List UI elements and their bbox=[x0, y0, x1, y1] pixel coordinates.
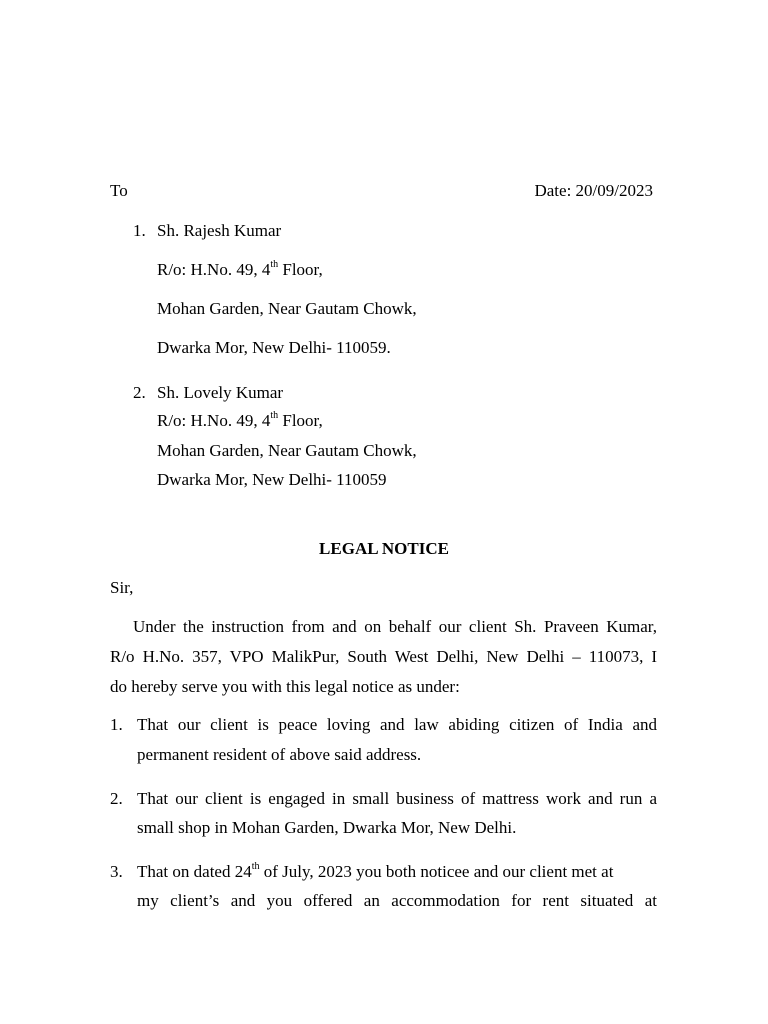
point-number: 3. bbox=[110, 862, 123, 881]
point-text-line: That our client is engaged in small business of mattress work and run a bbox=[137, 789, 657, 808]
intro-line: R/o H.No. 357, VPO MalikPur, South West Delhi, New Delhi – 110073, I bbox=[110, 647, 657, 666]
point-text-line: permanent resident of above said address. bbox=[137, 745, 422, 764]
recipient-address-line: Dwarka Mor, New Delhi- 110059. bbox=[157, 338, 391, 357]
intro-line: do hereby serve you with this legal notice as under: bbox=[110, 677, 460, 696]
point-number: 2. bbox=[110, 789, 123, 808]
recipient-address-line: R/o: H.No. 49, 4th Floor, bbox=[157, 410, 323, 430]
point-text-line: That on dated 24th of July, 2023 you both noticee and our client met at bbox=[137, 861, 614, 881]
recipient-number: 1. bbox=[133, 221, 146, 240]
point-number: 1. bbox=[110, 715, 123, 734]
recipient-number: 2. bbox=[133, 383, 146, 402]
point-text-line: That our client is peace loving and law abiding citizen of India and bbox=[137, 715, 657, 734]
recipient-address-line: Mohan Garden, Near Gautam Chowk, bbox=[157, 299, 417, 318]
notice-date: Date: 20/09/2023 bbox=[534, 181, 653, 200]
point-text-line: small shop in Mohan Garden, Dwarka Mor, New Delhi. bbox=[137, 818, 517, 837]
recipient-address-line: Mohan Garden, Near Gautam Chowk, bbox=[157, 441, 417, 460]
recipient-address-line: R/o: H.No. 49, 4th Floor, bbox=[157, 259, 323, 279]
recipient-name: Sh. Lovely Kumar bbox=[157, 383, 284, 402]
to-label: To bbox=[110, 181, 128, 200]
intro-line: Under the instruction from and on behalf our client Sh. Praveen Kumar, bbox=[133, 617, 657, 636]
notice-title: LEGAL NOTICE bbox=[319, 539, 449, 558]
point-text-line: my client’s and you offered an accommodation for rent situated at bbox=[137, 891, 657, 910]
recipient-name: Sh. Rajesh Kumar bbox=[157, 221, 282, 240]
legal-notice-page bbox=[110, 0, 658, 1024]
salutation: Sir, bbox=[110, 578, 134, 597]
recipient-address-line: Dwarka Mor, New Delhi- 110059 bbox=[157, 470, 387, 489]
